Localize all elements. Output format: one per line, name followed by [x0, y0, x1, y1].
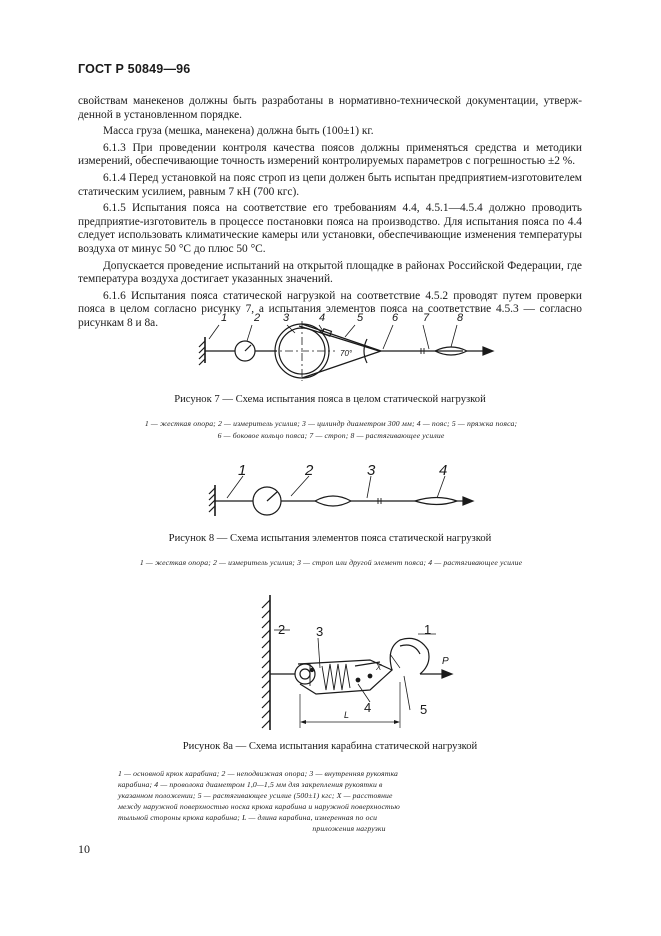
- fig7-label-2: 2: [254, 312, 261, 324]
- figure-8-caption: Рисунок 8 — Схема испытания элементов пояса статической нагрузкой: [168, 533, 492, 544]
- fig7-label-4: 4: [319, 312, 326, 324]
- fig7-label-3: 3: [283, 312, 290, 324]
- fig8a-dim-x: X: [376, 663, 382, 672]
- fig8a-label-5: 5: [420, 702, 428, 717]
- figure-8a-caption: Рисунок 8а — Схема испытания карабина статической нагрузкой: [182, 741, 478, 752]
- standard-header: ГОСТ Р 50849—96: [78, 62, 191, 76]
- fig8-label-4: 4: [439, 462, 448, 479]
- fig7-angle-label: 70°: [340, 349, 353, 358]
- paragraph: свойствам манекенов должны быть разработаны в нормативно-технической документации, утвержденной в установленном порядке.: [78, 95, 582, 121]
- fig8-label-2: 2: [305, 462, 314, 479]
- fig8a-label-2: 2: [278, 622, 286, 637]
- figure-8-legend: 1 — жесткая опора; 2 — измеритель усилия; 3 — строп или другой элемент пояса; 4 — растягивающее усилие: [139, 558, 523, 567]
- fig8a-label-3: 3: [316, 624, 324, 639]
- figure-7-diagram: [195, 305, 505, 385]
- fig8-label-1: 1: [238, 462, 247, 479]
- figure-8a-legend-line: тыльной стороны крюка карабина; L — длина карабина, измеренная по оси: [118, 813, 378, 822]
- figure-8a-legend-line: приложения нагрузки: [312, 824, 386, 833]
- figure-7-caption: Рисунок 7 — Схема испытания пояса в целом статической нагрузкой: [174, 394, 486, 405]
- fig8a-label-4: 4: [364, 700, 372, 715]
- paragraph: Допускается проведение испытаний на открытой площадке в районах Российской Федерации, где температура воздуха достигает указанных значений.: [78, 259, 582, 286]
- fig7-label-1: 1: [221, 312, 228, 324]
- fig8a-dim-l: L: [344, 710, 350, 720]
- fig8a-force-label: P: [442, 656, 449, 667]
- fig7-label-7: 7: [423, 312, 430, 324]
- fig7-label-8: 8: [457, 312, 464, 324]
- fig8-label-3: 3: [367, 462, 376, 479]
- paragraph: 6.1.6 Испытания пояса статической нагрузкой на соответствие 4.5.2 проводят путем проверки пояса в целом согласно рисунку 7, а испытания элементов пояса на соответствие 4.5.3 — согласно рисункам 8 и 8а.: [78, 289, 582, 329]
- body-text: [78, 95, 582, 334]
- figure-8a-diagram: [240, 590, 470, 735]
- paragraph: 6.1.3 При проведении контроля качества поясов должны применяться средства и методики измерений, обеспечивающие точность измерений контролируемых параметров с погрешностью ±2 %.: [78, 141, 582, 168]
- figure-8a-legend-line: 1 — основной крюк карабина; 2 — неподвижная опора; 3 — внутренняя рукоятка: [118, 769, 399, 778]
- figure-7-legend-line: 6 — боковое кольцо пояса; 7 — строп; 8 — растягивающее усилие: [217, 431, 445, 440]
- figure-8a-legend-line: между наружной поверхностью носка крюка карабина и наружной поверхностью: [118, 802, 400, 811]
- fig8a-label-1: 1: [424, 622, 432, 637]
- figure-8a-legend-line: указанном положении; 5 — растягивающее усилие (500±1) кгс; X — расстояние: [118, 791, 393, 800]
- figure-7-legend-line: 1 — жесткая опора; 2 — измеритель усилия; 3 — цилиндр диаметром 300 мм; 4 — пояс; 5 — пряжка пояса;: [144, 419, 518, 428]
- figure-8-diagram: [205, 458, 475, 518]
- page-number: 10: [78, 842, 90, 856]
- paragraph: Масса груза (мешка, манекена) должна быть (100±1) кг.: [103, 125, 374, 138]
- figure-8a-legend-line: карабина; 4 — проволока диаметром 1,0—1,5 мм для закрепления рукоятки в: [118, 780, 383, 789]
- fig7-label-5: 5: [357, 312, 364, 324]
- paragraph: 6.1.4 Перед установкой на пояс строп из цепи должен быть испытан предприятием-изготовителем статическим усилием, равным 7 кН (700 кгс).: [78, 171, 582, 198]
- fig7-label-6: 6: [392, 312, 399, 324]
- paragraph: 6.1.5 Испытания пояса на соответствие его требованиям 4.4, 4.5.1—4.5.4 должно проводить предприятие-изготовитель в процессе постановки пояса на производство. Для испытания пояса по 4.4 следует использовать климатические камеры или установки, обеспечивающие изменения температуры воздуха от минус 50 °С до плюс 50 °С.: [78, 202, 582, 255]
